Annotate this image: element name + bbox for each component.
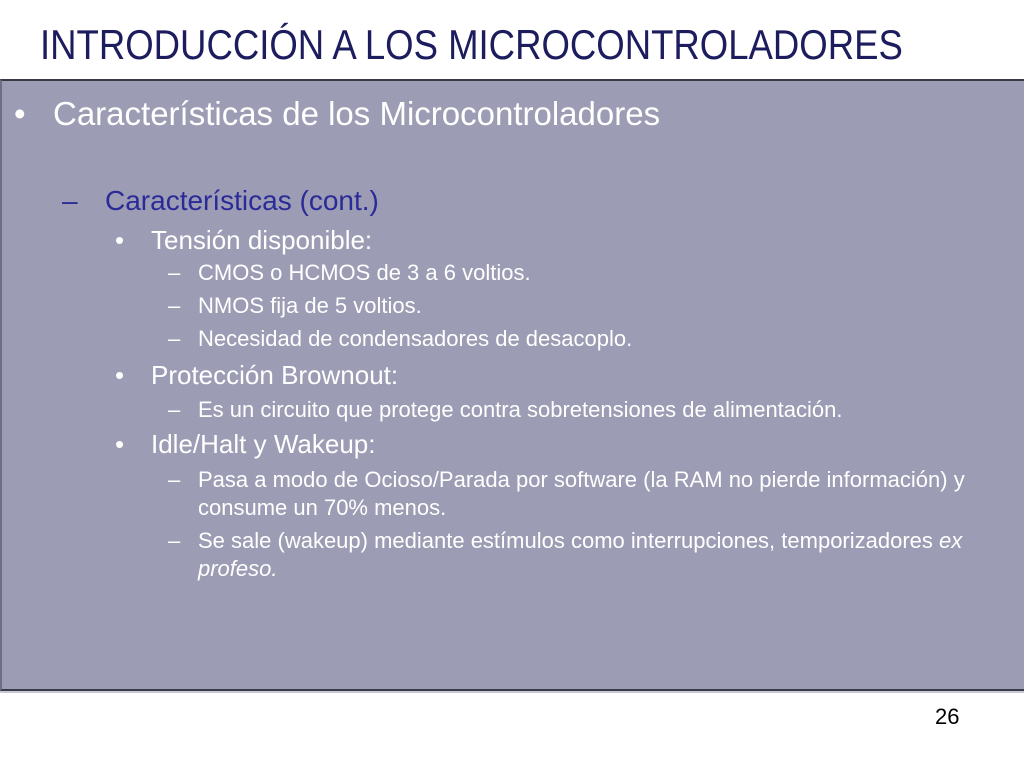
bullet-dot-icon: • [115,225,125,255]
list-item-text: Pasa a modo de Ocioso/Parada por software (la RAM no pierde información) y consume un 70% menos. [198,467,965,520]
list-item-text: Se sale (wakeup) mediante estímulos como interrupciones, temporizadores [198,528,933,553]
list-item [168,325,990,353]
section-heading-idle-halt [115,428,991,460]
dash-icon: – [168,326,181,351]
page-number: 26 [935,704,960,729]
bullet-dot-icon: • [14,95,26,132]
section-heading-brownout [115,359,991,391]
list-item-text: Es un circuito que protege contra sobretensiones de alimentación. [198,397,843,422]
list-item [168,466,990,522]
subheading-text: Características (cont.) [105,185,379,216]
list-item-text: NMOS fija de 5 voltios. [198,293,422,318]
bullet-item-level2 [62,184,985,218]
section-heading-tension [115,224,991,256]
list-item [168,396,990,424]
dash-icon: – [168,397,181,422]
dash-icon: – [168,528,181,553]
list-item-text: CMOS o HCMOS de 3 a 6 voltios. [198,260,531,285]
list-item-italic-text: ex profeso. [198,528,963,581]
dash-icon: – [62,185,78,216]
section-heading-text: Tensión disponible: [151,225,373,255]
slide-title [40,22,910,68]
list-item-text: Necesidad de condensadores de desacoplo. [198,326,633,351]
bullet-dot-icon: • [115,429,125,459]
bullet-text: Características de los Microcontroladores [53,95,661,132]
list-item [168,259,990,287]
section-heading-text: Protección Brownout: [151,360,399,390]
dash-icon: – [168,467,181,492]
dash-icon: – [168,260,181,285]
list-item [168,292,990,320]
section-heading-text: Idle/Halt y Wakeup: [151,429,376,459]
slide-title-text: INTRODUCCIÓN A LOS MICROCONTROLADORES [40,21,903,68]
bullet-dot-icon: • [115,360,125,390]
bullet-item-level1 [14,94,993,134]
list-item [168,527,990,583]
dash-icon: – [168,293,181,318]
